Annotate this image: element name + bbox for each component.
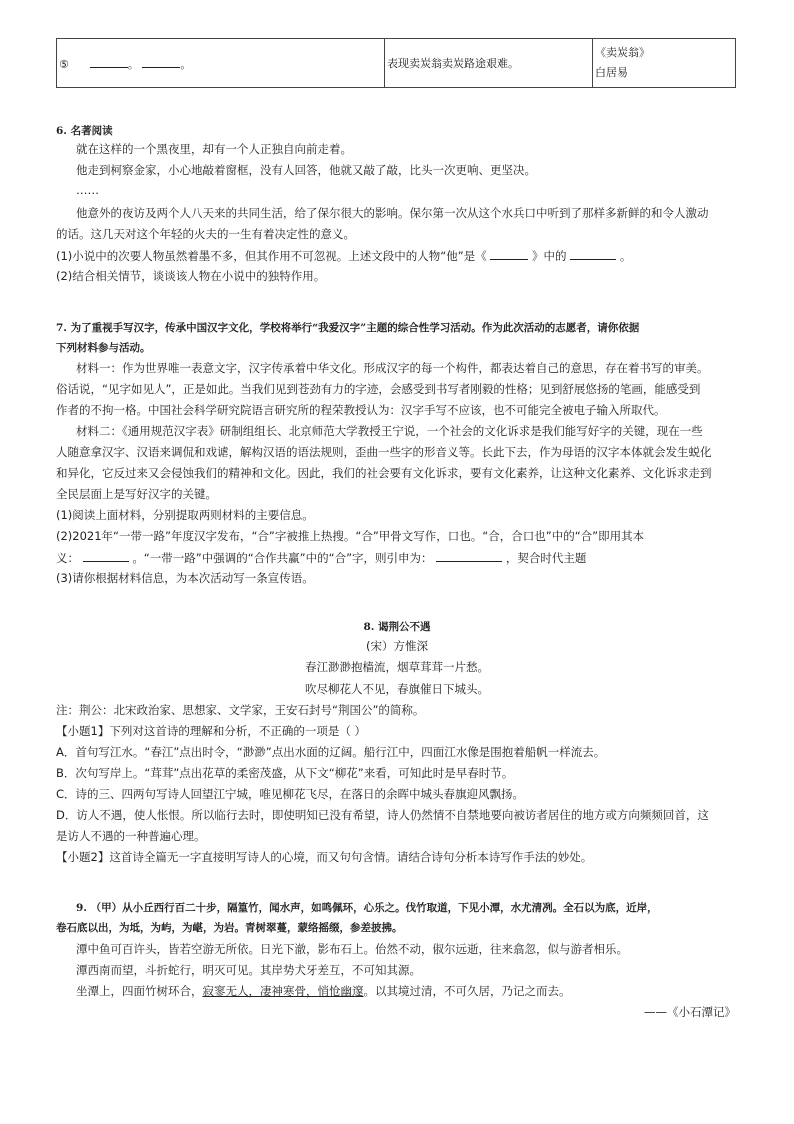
q7-subquestion-1: (1)阅读上面材料，分别提取两则材料的主要信息。	[56, 508, 314, 522]
answer-blank[interactable]	[490, 247, 528, 260]
q6-paragraph: 他走到柯察金家，小心地敲着窗框，没有人回答，他就又敲了敲，比头一次更响、更坚决。	[76, 163, 536, 177]
q8-option-b[interactable]: B．次句写岸上。“茸茸”点出花草的柔密茂盛，从下文“柳花”来看，可知此时是早春时节。	[56, 766, 514, 780]
q7-subquestion-3: (3)请你根据材料信息，为本次活动写一条宣传语。	[56, 571, 314, 585]
q6-ellipsis: ……	[76, 183, 99, 197]
q6-paragraph: 他意外的夜访及两个人八天来的共同生活，给了保尔很大的影响。保尔第一次从这个水兵口中听到了那样多新鲜的和令人激动	[76, 206, 709, 220]
punctuation: 。	[180, 57, 192, 71]
q9-passage: 卷石底以出，为坻，为屿，为嵁，为岩。青树翠蔓，蒙络摇缀，参差披拂。	[56, 922, 403, 934]
q8-subquestion-2: 【小题2】这首诗全篇无一字直接明写诗人的心境，而又句句含情。请结合诗句分析本诗写作手法的妙处。	[56, 850, 593, 864]
q6-subquestion-2: (2)结合相关情节，谈谈该人物在小说中的独特作用。	[56, 269, 326, 283]
answer-blank[interactable]	[570, 247, 616, 260]
q7-subquestion-2-cont	[56, 549, 586, 566]
q7-material: 和异化，它反过来又会侵蚀我们的精神和文化。因此，我们的社会要有文化诉求，要有文化素养，让这种文化素养、文化诉求走到	[56, 466, 712, 480]
q8-poem-author: (宋）方惟深	[366, 639, 428, 653]
q8-option-a[interactable]: A．首句写江水。“春江”点出时令，“渺渺”点出水面的辽阔。船行江中，四面江水像是围抱着船帆一样流去。	[56, 745, 606, 759]
q7-material: 材料二：《通用规范汉字表》研制组组长、北京师范大学教授王宁说，一个社会的文化诉求是我们能写好字的关键，现在一些	[76, 424, 703, 438]
q8-option-d-cont: 是访人不遇的一种普遍心理。	[56, 829, 206, 843]
answer-table	[56, 38, 736, 88]
q6-paragraph: 就在这样的一个黑夜里，却有一个人正独自向前走着。	[76, 142, 352, 156]
q7-material: 作者的不拘一格。中国社会科学研究院语言研究所的程荣教授认为：汉字手写不应该，也不可能完全被电子输入所取代。	[56, 403, 666, 417]
q6-heading: 6. 名著阅读	[56, 125, 113, 137]
q8-option-c[interactable]: C．诗的三、四两句写诗人回望江宁城，唯见柳花飞尽，在落日的余晖中城头春旗迎风飘扬。	[56, 787, 525, 801]
q9-passage	[76, 983, 571, 999]
answer-blank[interactable]	[436, 549, 502, 562]
q8-poem-line: 吹尽柳花人不见，春旗催日下城头。	[305, 682, 489, 696]
q7-material: 人随意拿汉字、汉语来调侃和戏谑，解构汉语的语法规则，歪曲一些字的形音义等。长此下去，作为母语的汉字本体就会发生蜕化	[56, 445, 712, 459]
q8-option-d[interactable]: D．访人不遇，使人怅恨。所以临行去时，即使明知已没有希望，诗人仍然情不自禁地要向被访者居住的地方或方向频频回首，这	[56, 808, 709, 822]
q8-subquestion-1: 【小题1】下列对这首诗的理解和分析，不正确的一项是（ ）	[56, 724, 366, 738]
q7-material: 俗话说，“见字如见人”，正是如此。当我们见到苍劲有力的字迹，会感受到书写者刚毅的性格；见到舒展悠扬的笔画，能感受到	[56, 382, 701, 396]
question-text: 》中的	[532, 249, 567, 263]
answer-blank[interactable]	[142, 55, 180, 68]
table-row	[57, 39, 736, 88]
answer-blank[interactable]	[83, 549, 129, 562]
q8-note: 注：荆公：北宋政治家、思想家、文学家，王安石封号“荆国公”的简称。	[56, 703, 425, 717]
table-cell-description: 表现卖炭翁卖炭路途艰难。	[385, 39, 593, 88]
source-author: 白居易	[595, 66, 628, 79]
q7-material: 全民层面上是写好汉字的关键。	[56, 487, 217, 501]
q9-passage: 潭西南而望，斗折蛇行，明灭可见。其岸势犬牙差互，不可知其源。	[76, 963, 421, 977]
q9-source: ——《小石潭记》	[644, 1005, 736, 1019]
passage-text: 坐潭上，四面竹树环合，	[76, 984, 203, 998]
passage-text: 。以其境过清，不可久居，乃记之而去。	[363, 984, 571, 998]
table-cell-answer	[57, 39, 385, 88]
question-text: ，契合时代主题	[505, 551, 587, 565]
source-title: 《卖炭翁》	[595, 46, 650, 59]
q7-heading: 7. 为了重视手写汉字，传承中国汉字文化，学校将举行“我爱汉字”主题的综合性学习活动。作为此次活动的志愿者，请你依据	[56, 322, 640, 334]
question-text: 。“一带一路”中强调的“合作共赢”中的“合”字，则引申为：	[132, 551, 433, 565]
q7-heading: 下列材料参与活动。	[56, 342, 151, 354]
question-text: 义：	[56, 551, 79, 565]
q8-poem-line: 春江渺渺抱樯流，烟草茸茸一片愁。	[305, 660, 489, 674]
question-text: 。	[619, 249, 632, 263]
q6-subquestion-1	[56, 247, 631, 264]
question-text: (1)小说中的次要人物虽然着墨不多，但其作用不可忽视。上述文段中的人物“他”是《	[56, 249, 487, 263]
row-number: ⑤	[59, 57, 69, 71]
q7-material: 材料一：作为世界唯一表意文字，汉字传承着中华文化。形成汉字的每一个构件，都表达着自己的意思，存在着书写的审美。	[76, 361, 709, 375]
q9-passage: 潭中鱼可百许头，皆若空游无所依。日光下澈，影布石上。佁然不动，俶尔远逝，往来翕忽，似与游者相乐。	[76, 942, 628, 956]
answer-blank[interactable]	[90, 55, 128, 68]
punctuation: 。	[127, 57, 139, 71]
q8-poem-title: 8. 谒荆公不遇	[363, 621, 431, 633]
table-cell-source	[593, 39, 736, 88]
q6-paragraph: 的话。这几天对这个年轻的火夫的一生有着决定性的意义。	[56, 227, 355, 241]
underlined-phrase: 寂寥无人，凄神寒骨，悄怆幽邃	[202, 984, 364, 998]
q7-subquestion-2: (2)2021年“一带一路”年度汉字发布，“合”字被推上热搜。“合”甲骨文写作，口也。“合，合口也”中的“合”即用其本	[56, 529, 645, 543]
q9-passage: 9. （甲）从小丘西行百二十步，隔篁竹，闻水声，如鸣佩环，心乐之。伐竹取道，下见小潭，水尤清冽。全石以为底，近岸，	[76, 902, 658, 914]
